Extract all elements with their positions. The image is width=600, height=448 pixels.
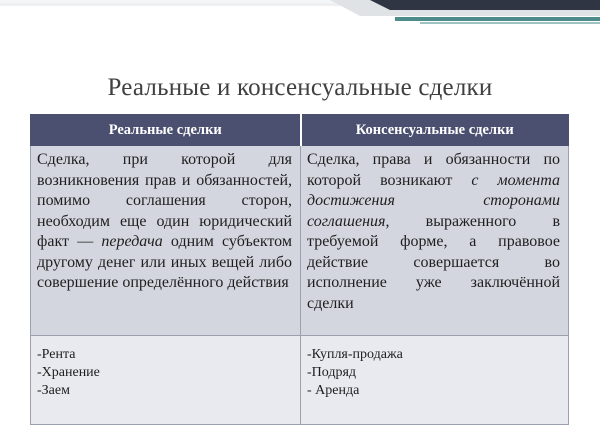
real-deals-examples [31, 336, 301, 425]
header-consensual-deals: Консенсуальные сделки [301, 115, 569, 146]
consensual-definition-emphasis: с момента достижения сторонами соглашения [307, 171, 560, 230]
real-definition-emphasis: передача [101, 233, 163, 250]
comparison-table [30, 114, 569, 425]
list-item: -Подряд [307, 365, 357, 380]
consensual-definition-text-end: , выраженного в требуемой форме, а правовое действие совершается во исполнение уже заключённой сделки [307, 212, 560, 312]
table-header-row [31, 115, 569, 146]
consensual-definition-text: Сделка, права и обязанности по которой возникают [307, 151, 560, 189]
definition-row [31, 146, 569, 336]
slide-title: Реальные и консенсуальные сделки [107, 74, 493, 101]
consensual-deals-examples [301, 336, 569, 425]
header-real-deals: Реальные сделки [31, 115, 301, 146]
list-item: -Заем [37, 383, 70, 398]
real-deals-definition [31, 146, 301, 336]
consensual-deals-definition [301, 146, 569, 336]
list-item: - Аренда [307, 383, 360, 398]
list-item: -Купля-продажа [307, 347, 403, 362]
list-item: -Рента [37, 347, 76, 362]
real-definition-text: Сделка, при которой для возникновения прав и обязанностей, помимо соглашения сторон, необходим еще один юридический факт — [37, 151, 292, 250]
decorative-top-band [0, 0, 600, 40]
examples-row [31, 336, 569, 425]
real-definition-text-end: одним субъектом другому денег или иных вещей либо совершение определённого действия [37, 233, 292, 291]
list-item: -Хранение [37, 365, 100, 380]
